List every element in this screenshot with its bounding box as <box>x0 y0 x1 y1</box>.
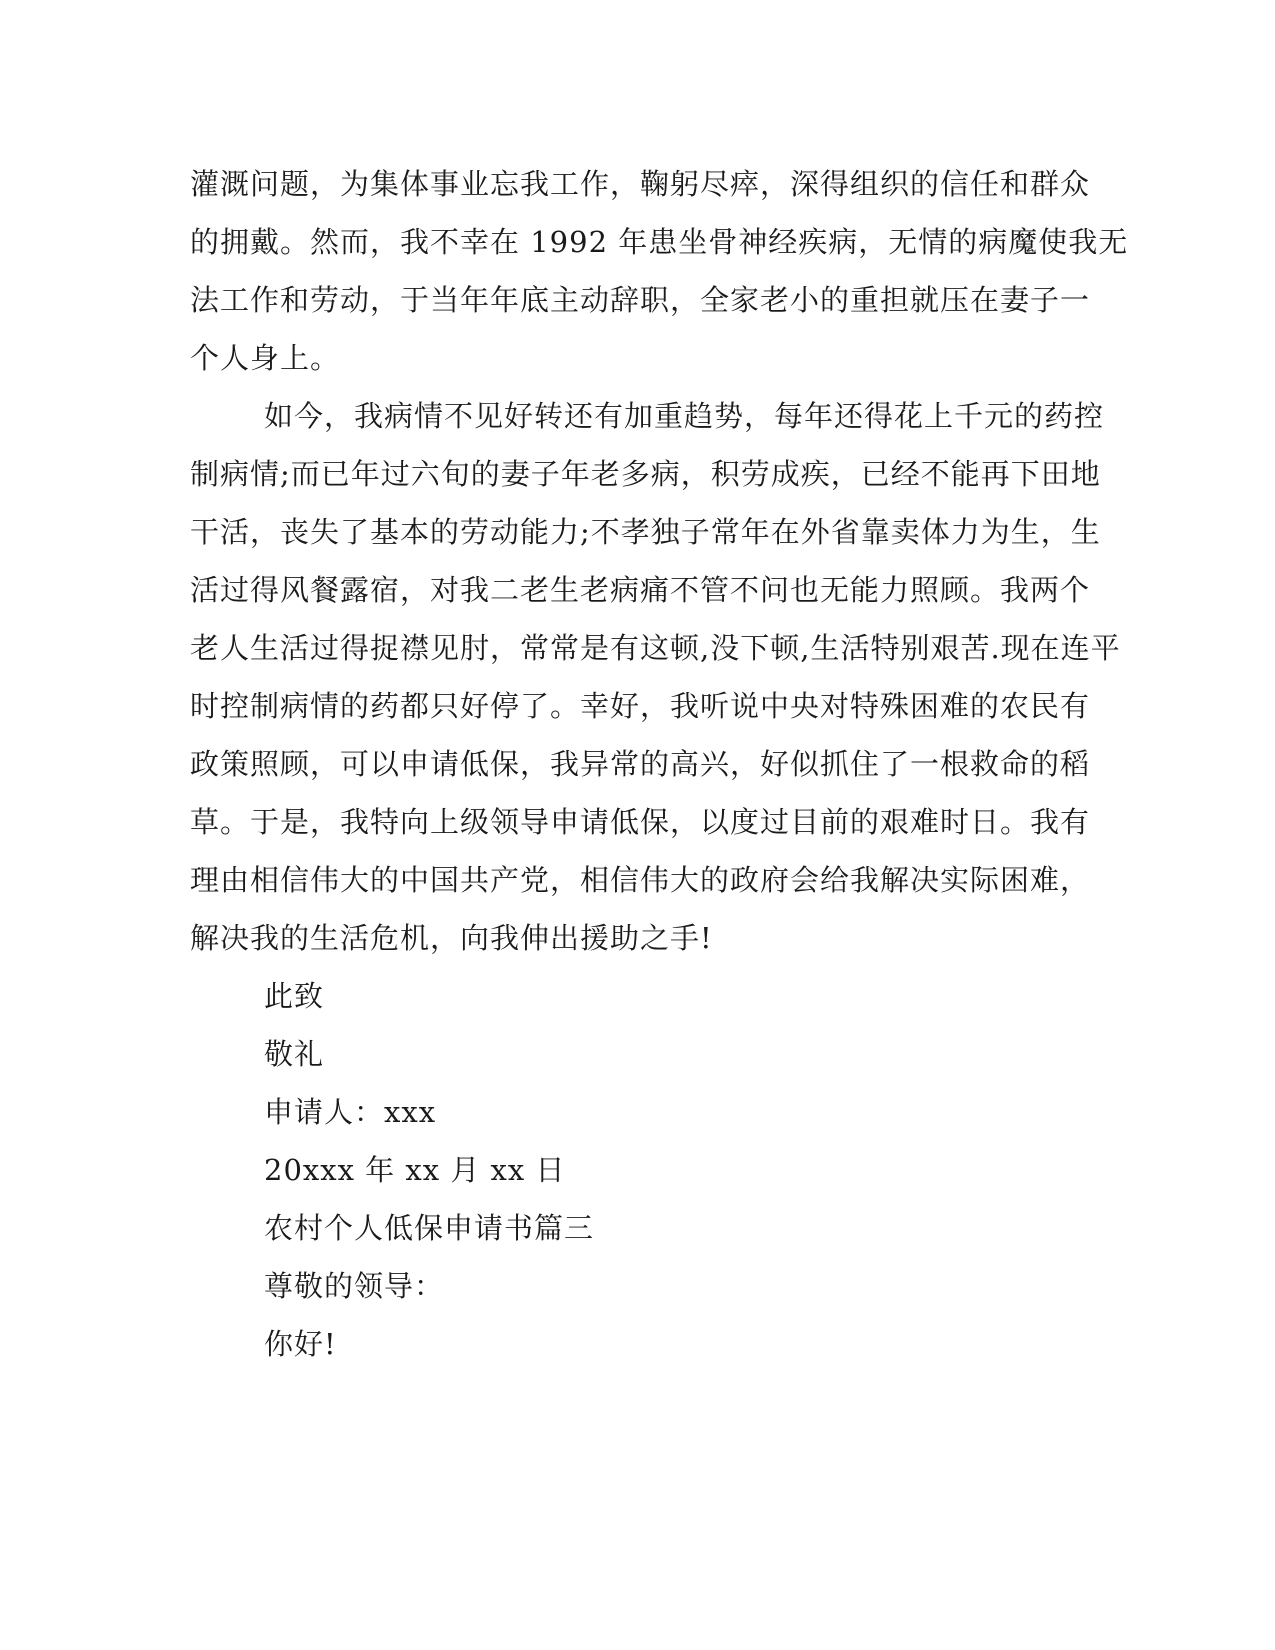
paragraph-1-line-4: 个人身上。 <box>190 341 341 375</box>
greeting-text: 你好! <box>264 1327 337 1361</box>
paragraph-2-line-3: 干活，丧失了基本的劳动能力;不孝独子常年在外省靠卖体力为生，生 <box>190 515 1101 549</box>
paragraph-2-line-2: 制病情;而已年过六旬的妻子年老多病，积劳成疾，已经不能再下田地 <box>190 457 1101 491</box>
salute-text: 敬礼 <box>264 1037 325 1071</box>
paragraph-1-line-2: 的拥戴。然而，我不幸在 1992 年患坐骨神经疾病，无情的病魔使我无 <box>190 225 1129 259</box>
paragraph-2-line-8: 草。于是，我特向上级领导申请低保，以度过目前的艰难时日。我有 <box>190 805 1091 839</box>
paragraph-2-line-9: 理由相信伟大的中国共产党，相信伟大的政府会给我解决实际困难， <box>190 863 1091 897</box>
applicant-signature: 申请人：xxx <box>264 1095 437 1129</box>
section-title: 农村个人低保申请书篇三 <box>264 1211 595 1245</box>
closing-text: 此致 <box>264 979 325 1013</box>
paragraph-2-line-5: 老人生活过得捉襟见肘，常常是有这顿,没下顿,生活特别艰苦.现在连平 <box>190 631 1121 665</box>
paragraph-2-line-7: 政策照顾，可以申请低保，我异常的高兴，好似抓住了一根救命的稻 <box>190 747 1091 781</box>
paragraph-1-line-1: 灌溉问题，为集体事业忘我工作，鞠躬尽瘁，深得组织的信任和群众 <box>190 167 1091 201</box>
paragraph-2-line-4: 活过得风餐露宿，对我二老生老病痛不管不问也无能力照顾。我两个 <box>190 573 1091 607</box>
paragraph-2-line-10: 解决我的生活危机，向我伸出援助之手! <box>190 921 713 955</box>
paragraph-2-line-6: 时控制病情的药都只好停了。幸好，我听说中央对特殊困难的农民有 <box>190 689 1091 723</box>
greeting-recipient: 尊敬的领导： <box>264 1269 445 1303</box>
paragraph-1-line-3: 法工作和劳动，于当年年底主动辞职，全家老小的重担就压在妻子一 <box>190 283 1091 317</box>
paragraph-2-line-1: 如今，我病情不见好转还有加重趋势，每年还得花上千元的药控 <box>264 399 1105 433</box>
application-date: 20xxx 年 xx 月 xx 日 <box>264 1153 566 1187</box>
